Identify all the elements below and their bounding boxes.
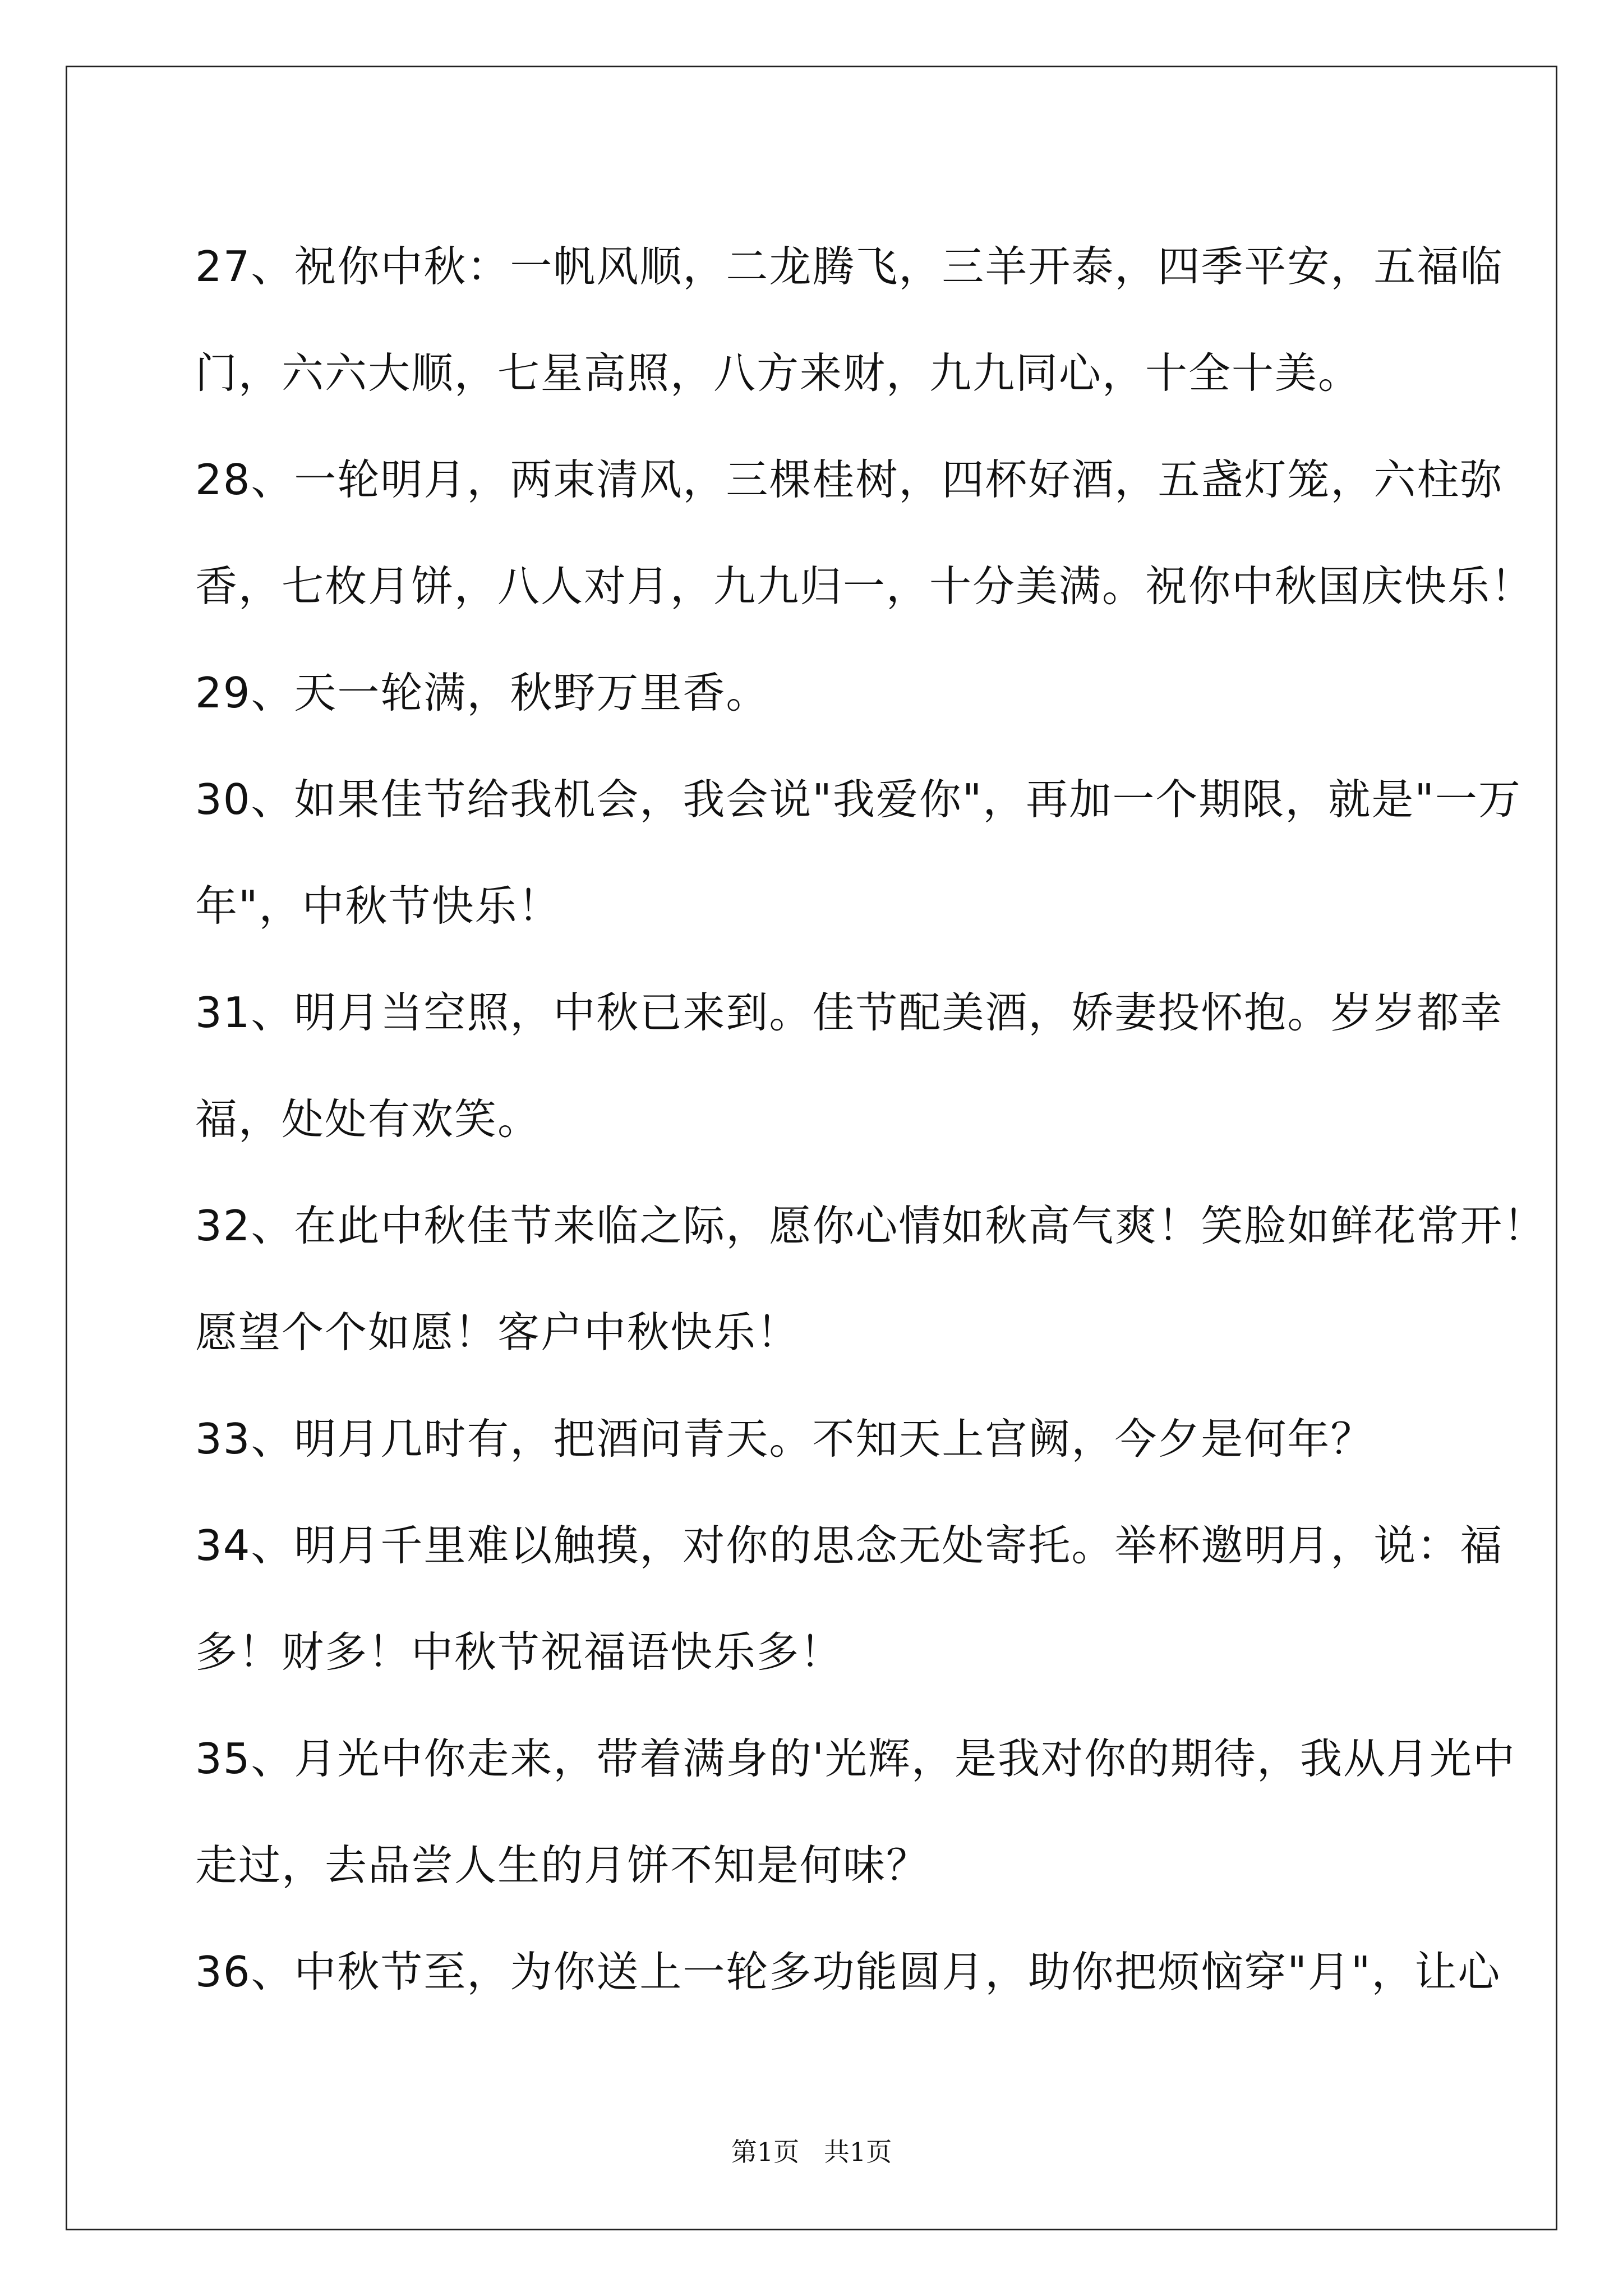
- text-line: 30、如果佳节给我机会，我会说"我爱你"，再加一个期限，就是"一万: [195, 775, 1521, 824]
- text-line: 33、明月几时有，把酒问青天。不知天上宫阙，今夕是何年？: [195, 1414, 1374, 1464]
- text-line: 愿望个个如愿！客户中秋快乐！: [195, 1308, 800, 1357]
- text-line: 门，六六大顺，七星高照，八方来财，九九同心，十全十美。: [195, 348, 1362, 398]
- text-line: 32、在此中秋佳节来临之际，愿你心情如秋高气爽！笑脸如鲜花常开！: [195, 1201, 1547, 1250]
- text-line: 多！财多！中秋节祝福语快乐多！: [195, 1627, 843, 1677]
- text-line: 36、中秋节至，为你送上一轮多功能圆月，助你把烦恼穿"月"，让心: [195, 1947, 1501, 1996]
- page-number-footer: 第1页 共1页: [731, 2137, 892, 2167]
- text-line: 31、明月当空照，中秋已来到。佳节配美酒，娇妻投怀抱。岁岁都幸: [195, 988, 1504, 1037]
- text-line: 34、明月千里难以触摸，对你的思念无处寄托。举杯邀明月，说：福: [195, 1521, 1504, 1570]
- text-line: 香，七枚月饼，八人对月，九九归一，十分美满。祝你中秋国庆快乐！: [195, 562, 1534, 611]
- text-line: 年"，中秋节快乐！: [195, 881, 561, 931]
- text-line: 27、祝你中秋：一帆风顺，二龙腾飞，三羊开泰，四季平安，五福临: [195, 242, 1504, 291]
- text-line: 28、一轮明月，两束清风，三棵桂树，四杯好酒，五盏灯笼，六柱弥: [195, 455, 1504, 504]
- text-line: 35、月光中你走来，带着满身的'光辉，是我对你的期待，我从月光中: [195, 1734, 1516, 1783]
- text-line: 29、天一轮满，秋野万里香。: [195, 668, 769, 717]
- document-body: [195, 213, 1547, 2025]
- text-line: 福，处处有欢笑。: [195, 1094, 541, 1144]
- text-line: 走过，去品尝人生的月饼不知是何味？: [195, 1841, 930, 1890]
